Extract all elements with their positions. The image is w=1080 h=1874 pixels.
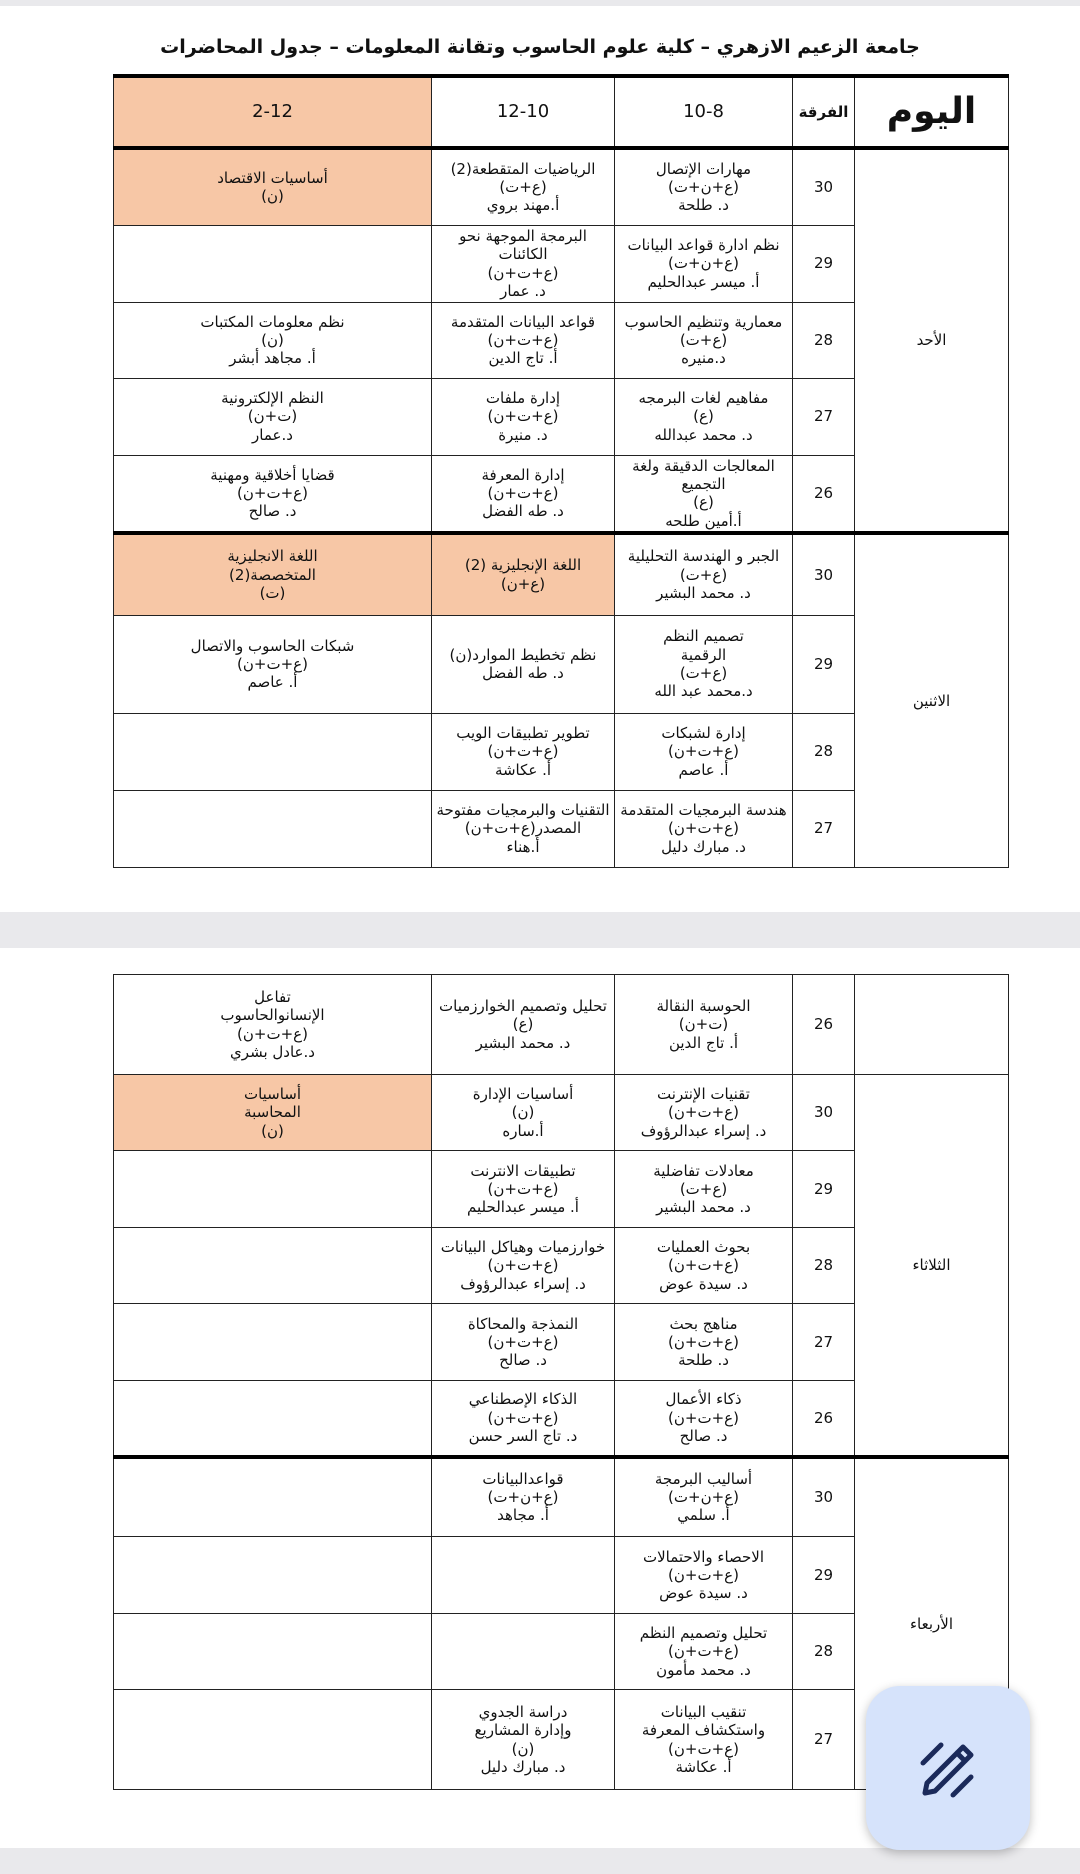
- cell-line: المتخصصة(2): [229, 565, 316, 584]
- schedule-cell: [432, 1614, 615, 1690]
- cell-line: د. عمار: [500, 281, 546, 300]
- cell-line: خوارزميات وهياكل البيانات: [440, 1238, 606, 1257]
- cell-line: د. منيرة: [498, 425, 548, 444]
- schedule-cell: [114, 1457, 432, 1537]
- cell-line: تصميم النظم: [663, 627, 744, 646]
- cell-line: تطوير تطبيقات الويب: [456, 724, 590, 743]
- schedule-cell: [114, 455, 432, 533]
- schedule-cell: [114, 225, 432, 302]
- cell-line: د. طه الفضل: [482, 664, 564, 682]
- schedule-cell: [615, 225, 793, 302]
- schedule-cell: [114, 1690, 432, 1790]
- cell-line: (ع+ت+ن): [487, 330, 559, 349]
- cell-line: أساسيات: [243, 1085, 302, 1104]
- cell-line: أ.هناء: [506, 837, 540, 856]
- schedule-cell: [114, 302, 432, 378]
- cell-line: د. طه الفضل: [482, 502, 564, 521]
- header-slot-2: 12-10: [432, 76, 615, 148]
- cell-line: أساليب البرمجة: [654, 1469, 753, 1488]
- header-batch: الفرقة: [793, 76, 855, 148]
- batch-cell: 26: [793, 455, 855, 533]
- schedule-table-1: [113, 74, 1009, 868]
- cell-line: أ.مهند بروي: [486, 196, 560, 215]
- cell-line: تحليل وتصميم الخوارزميات: [439, 997, 607, 1016]
- cell-line: (ع+ت+ن): [668, 1565, 739, 1584]
- schedule-cell: [615, 378, 793, 455]
- batch-cell: 30: [793, 148, 855, 225]
- cell-line: المحاسبة: [244, 1103, 301, 1122]
- day-sunday: الأحد: [855, 148, 1009, 533]
- cell-line: د. طلحة: [678, 1351, 729, 1370]
- cell-line: مفاهيم لغات البرمجه: [638, 389, 769, 408]
- cell-line: اللغة الانجليزية: [227, 547, 318, 566]
- schedule-cell: [432, 1075, 615, 1151]
- cell-line: (ع+ت+ن): [487, 263, 559, 282]
- cell-line: قواعدالبيانات: [482, 1469, 564, 1488]
- cell-line: مهارات الإتصال: [655, 159, 752, 178]
- schedule-cell: [615, 1614, 793, 1690]
- cell-line: د. محمد مأمون: [656, 1660, 751, 1679]
- cell-line: (ع+ت): [679, 330, 728, 349]
- schedule-cell: [615, 615, 793, 713]
- cell-line: بحوث العمليات: [656, 1238, 751, 1257]
- batch-cell: 26: [793, 975, 855, 1075]
- day-wednesday: الأربعاء: [855, 1457, 1009, 1790]
- cell-line: المصدر(ع+ت+ن): [464, 819, 582, 838]
- schedule-cell: [432, 790, 615, 867]
- cell-line: تفاعل: [254, 987, 291, 1006]
- batch-cell: 28: [793, 1614, 855, 1690]
- cell-line: المعالجات الدقيقة ولغة التجميع: [632, 456, 775, 493]
- schedule-cell: [615, 1537, 793, 1614]
- cell-line: (ع): [693, 493, 714, 512]
- cell-line: التقنيات والبرمجيات مفتوحة: [436, 801, 610, 820]
- schedule-cell: [114, 790, 432, 867]
- schedule-cell: [114, 713, 432, 790]
- cell-line: النمذجة والمحاكاة: [467, 1314, 579, 1333]
- batch-cell: 28: [793, 1228, 855, 1304]
- schedule-cell: [114, 1537, 432, 1614]
- cell-line: د. سيدة عوض: [659, 1274, 748, 1293]
- cell-line: أ. ميسر عبدالحليم: [647, 272, 760, 291]
- cell-line: (ع+ت+ن): [487, 407, 559, 426]
- header-slot-1: 10-8: [615, 76, 793, 148]
- schedule-cell: [432, 1537, 615, 1614]
- cell-line: قواعد البيانات المتقدمة: [450, 312, 596, 331]
- cell-line: دراسة الجدوي: [478, 1702, 568, 1721]
- cell-line: د. محمد البشير: [656, 1198, 751, 1217]
- cell-line: نظم ادارة قواعد البيانات: [627, 236, 780, 255]
- day-continuation: [855, 975, 1009, 1075]
- document-title: جامعة الزعيم الازهري – كلية علوم الحاسوب وتقانة المعلومات – جدول المحاضرات: [160, 36, 920, 58]
- cell-line: (ع+ت+ن): [487, 1408, 559, 1427]
- cell-line: (ع+ت+ن): [668, 1256, 739, 1275]
- cell-line: (ع+ت+ن): [237, 654, 308, 673]
- cell-line: (ع+ن+ت): [668, 1488, 739, 1507]
- batch-cell: 30: [793, 1075, 855, 1151]
- schedule-cell: [432, 378, 615, 455]
- schedule-cell: [432, 302, 615, 378]
- cell-line: أ. مجاهد: [497, 1506, 549, 1525]
- cell-line: (ت): [259, 583, 286, 602]
- schedule-cell: [432, 1151, 615, 1228]
- day-monday: الاثنين: [855, 533, 1009, 867]
- cell-line: معمارية وتنظيم الحاسوب: [624, 312, 783, 331]
- cell-line: نظم معلومات المكتبات: [200, 312, 345, 331]
- cell-line: د.عادل بشري: [230, 1042, 315, 1061]
- header-slot-3: 2-12: [114, 76, 432, 148]
- cell-line: (ع+ن+ت): [668, 254, 739, 273]
- cell-line: مناهج بحث: [669, 1314, 738, 1333]
- cell-line: (ن): [511, 1103, 535, 1122]
- schedule-cell: [615, 713, 793, 790]
- cell-line: (ع+ت+ن): [668, 1642, 739, 1661]
- cell-line: البرمجة الموجهة نحو الكائنات: [459, 226, 587, 264]
- cell-line: (ع+ت): [679, 565, 728, 584]
- cell-line: (ع+ت+ن): [487, 1332, 559, 1351]
- cell-line: ذكاء الأعمال: [665, 1390, 742, 1409]
- cell-line: أ.ساره: [502, 1121, 544, 1140]
- cell-line: تقنيات الإنترنت: [657, 1085, 750, 1104]
- cell-line: تنقيب البيانات: [660, 1702, 747, 1721]
- cell-line: د. مبارك دليل: [661, 837, 746, 856]
- cell-line: د. إسراء عبدالرؤوف: [640, 1121, 767, 1140]
- schedule-cell: [432, 225, 615, 302]
- batch-cell: 28: [793, 302, 855, 378]
- cell-line: (ع+ت+ن): [668, 742, 739, 761]
- cell-line: الرياضيات المتقطعة(2): [450, 159, 596, 178]
- cell-line: (ع+ت+ن): [668, 1332, 739, 1351]
- schedule-cell: [432, 1457, 615, 1537]
- schedule-cell: [615, 1381, 793, 1457]
- cell-line: (ع): [512, 1015, 534, 1034]
- schedule-cell: [432, 713, 615, 790]
- cell-line: أساسيات الاقتصاد: [217, 168, 328, 187]
- cell-line: نظم تخطيط الموارد(ن): [449, 645, 597, 664]
- cell-line: (ع+ت+ن): [668, 1103, 739, 1122]
- cell-line: د. إسراء عبدالرؤوف: [460, 1274, 586, 1293]
- schedule-cell: [114, 1614, 432, 1690]
- cell-line: أ. عاصم: [678, 760, 729, 779]
- schedule-cell: [114, 1381, 432, 1457]
- batch-cell: 27: [793, 1690, 855, 1790]
- cell-line: إدارة المعرفة: [481, 465, 565, 484]
- schedule-cell: [114, 533, 432, 615]
- cell-line: أ. تاج الدين: [488, 349, 558, 368]
- batch-cell: 28: [793, 713, 855, 790]
- cell-line: (ت+ن): [247, 407, 298, 426]
- schedule-cell: [114, 1304, 432, 1381]
- schedule-cell: [615, 1304, 793, 1381]
- cell-line: أساسيات الإدارة: [472, 1085, 574, 1104]
- cell-line: شبكات الحاسوب والاتصال: [190, 636, 355, 655]
- cell-line: د.عمار: [252, 425, 293, 444]
- edit-pen-icon: [913, 1733, 983, 1803]
- cell-line: (ع+ت+ن): [237, 484, 308, 503]
- cell-line: د. مبارك دليل: [480, 1757, 566, 1776]
- cell-line: تطبيقات الانترنت: [470, 1161, 576, 1180]
- edit-fab-button[interactable]: [866, 1686, 1030, 1850]
- schedule-cell: [432, 455, 615, 533]
- schedule-cell: [615, 975, 793, 1075]
- cell-line: أ. سلمي: [677, 1506, 730, 1525]
- batch-cell: 26: [793, 1381, 855, 1457]
- schedule-table-2: [113, 974, 1009, 1790]
- schedule-cell: [114, 615, 432, 713]
- schedule-cell: [615, 790, 793, 867]
- cell-line: (ن): [261, 187, 284, 206]
- header-day: اليوم: [855, 76, 1009, 148]
- cell-line: أ. عكاشة: [494, 760, 552, 779]
- cell-line: الذكاء الإصطناعي: [468, 1390, 578, 1409]
- document-page-1: [0, 6, 1080, 912]
- batch-cell: 30: [793, 1457, 855, 1537]
- cell-line: واستكشاف المعرفة: [641, 1721, 766, 1740]
- cell-line: الرقمية: [680, 645, 727, 664]
- cell-line: (ع+ن+ت): [668, 178, 739, 197]
- cell-line: د.منيره: [681, 349, 726, 368]
- schedule-cell: [432, 975, 615, 1075]
- cell-line: تحليل وتصميم النظم: [639, 1624, 768, 1643]
- cell-line: د. محمد البشير: [656, 583, 751, 602]
- schedule-cell: [114, 378, 432, 455]
- schedule-cell: [114, 1228, 432, 1304]
- cell-line: الحوسبة النقالة: [656, 997, 751, 1016]
- cell-line: (ع+ت+ن): [237, 1024, 308, 1043]
- cell-line: أ. مجاهد أبشر: [229, 349, 316, 368]
- cell-line: (ع+ت+ن): [487, 742, 559, 761]
- schedule-cell: [615, 1075, 793, 1151]
- cell-line: د.محمد عبد الله: [654, 682, 753, 701]
- cell-line: وإدارة المشاريع: [474, 1721, 572, 1740]
- cell-line: د. طلحة: [678, 196, 729, 215]
- cell-line: (ع+ت+ن): [668, 1739, 739, 1758]
- cell-line: (ن): [261, 1121, 284, 1140]
- cell-line: (ع+ت+ن): [668, 819, 739, 838]
- batch-cell: 29: [793, 225, 855, 302]
- batch-cell: 29: [793, 615, 855, 713]
- cell-line: اللغة الإنجليزية (2): [464, 556, 582, 575]
- cell-line: (ع): [693, 407, 714, 426]
- cell-line: (ع+ت): [679, 1179, 728, 1198]
- cell-line: د. محمد عبدالله: [654, 425, 753, 444]
- cell-line: الإنسانوالحاسوب: [220, 1006, 325, 1025]
- cell-line: أ. عكاشة: [675, 1757, 732, 1776]
- cell-line: الجبر و الهندسة التحليلية: [627, 547, 780, 566]
- schedule-cell: [615, 148, 793, 225]
- schedule-cell: [114, 975, 432, 1075]
- cell-line: (ع+ت): [679, 664, 728, 682]
- cell-line: (ن): [261, 330, 284, 349]
- cell-line: إدارة لشبكات: [661, 724, 746, 743]
- cell-line: (ع+ت+ن): [487, 1256, 559, 1275]
- cell-line: هندسة البرمجيات المتقدمة: [620, 801, 787, 820]
- schedule-cell: [615, 1151, 793, 1228]
- cell-line: د. محمد البشير: [475, 1033, 571, 1052]
- cell-line: د. تاج السر حسن: [468, 1426, 578, 1445]
- cell-line: أ. ميسر عبدالحليم: [467, 1198, 579, 1217]
- batch-cell: 29: [793, 1151, 855, 1228]
- batch-cell: 29: [793, 1537, 855, 1614]
- schedule-cell: [615, 1228, 793, 1304]
- schedule-cell: [615, 302, 793, 378]
- cell-line: (ت+ن): [678, 1015, 729, 1034]
- schedule-cell: [114, 1075, 432, 1151]
- schedule-cell: [432, 615, 615, 713]
- cell-line: (ع+ن): [500, 574, 546, 593]
- schedule-cell: [114, 1151, 432, 1228]
- batch-cell: 27: [793, 1304, 855, 1381]
- day-tuesday: الثلاثاء: [855, 1075, 1009, 1457]
- schedule-cell: [615, 455, 793, 533]
- cell-line: د. صالح: [679, 1426, 728, 1445]
- schedule-cell: [432, 1228, 615, 1304]
- cell-line: قضايا أخلاقية ومهنية: [210, 465, 335, 484]
- schedule-cell: [432, 533, 615, 615]
- batch-cell: 30: [793, 533, 855, 615]
- cell-line: (ن): [511, 1739, 535, 1758]
- schedule-cell: [432, 1381, 615, 1457]
- schedule-cell: [615, 533, 793, 615]
- cell-line: (ع+ت+ن): [487, 484, 559, 503]
- cell-line: (ع+ت): [499, 178, 547, 197]
- cell-line: أ.أمين طلحه: [665, 511, 742, 530]
- cell-line: أ. عاصم: [247, 673, 298, 692]
- schedule-cell: [615, 1690, 793, 1790]
- cell-line: (ع+ت+ن): [668, 1408, 739, 1427]
- batch-cell: 27: [793, 790, 855, 867]
- schedule-cell: [432, 1304, 615, 1381]
- cell-line: النظم الإلكترونية: [221, 389, 324, 408]
- cell-line: الاحصاء والاحتمالات: [642, 1547, 765, 1566]
- cell-line: (ع+ت+ن): [487, 1179, 559, 1198]
- cell-line: (ع+ن+ت): [487, 1488, 559, 1507]
- batch-cell: 27: [793, 378, 855, 455]
- cell-line: د. سيدة عوض: [659, 1584, 748, 1603]
- cell-line: معادلات تفاضلية: [653, 1161, 754, 1180]
- cell-line: د. صالح: [248, 502, 297, 521]
- schedule-cell: [114, 148, 432, 225]
- cell-line: د. صالح: [499, 1351, 547, 1370]
- schedule-cell: [432, 148, 615, 225]
- schedule-cell: [432, 1690, 615, 1790]
- schedule-cell: [615, 1457, 793, 1537]
- cell-line: إدارة ملفات: [485, 389, 561, 408]
- cell-line: أ. تاج الدين: [668, 1033, 739, 1052]
